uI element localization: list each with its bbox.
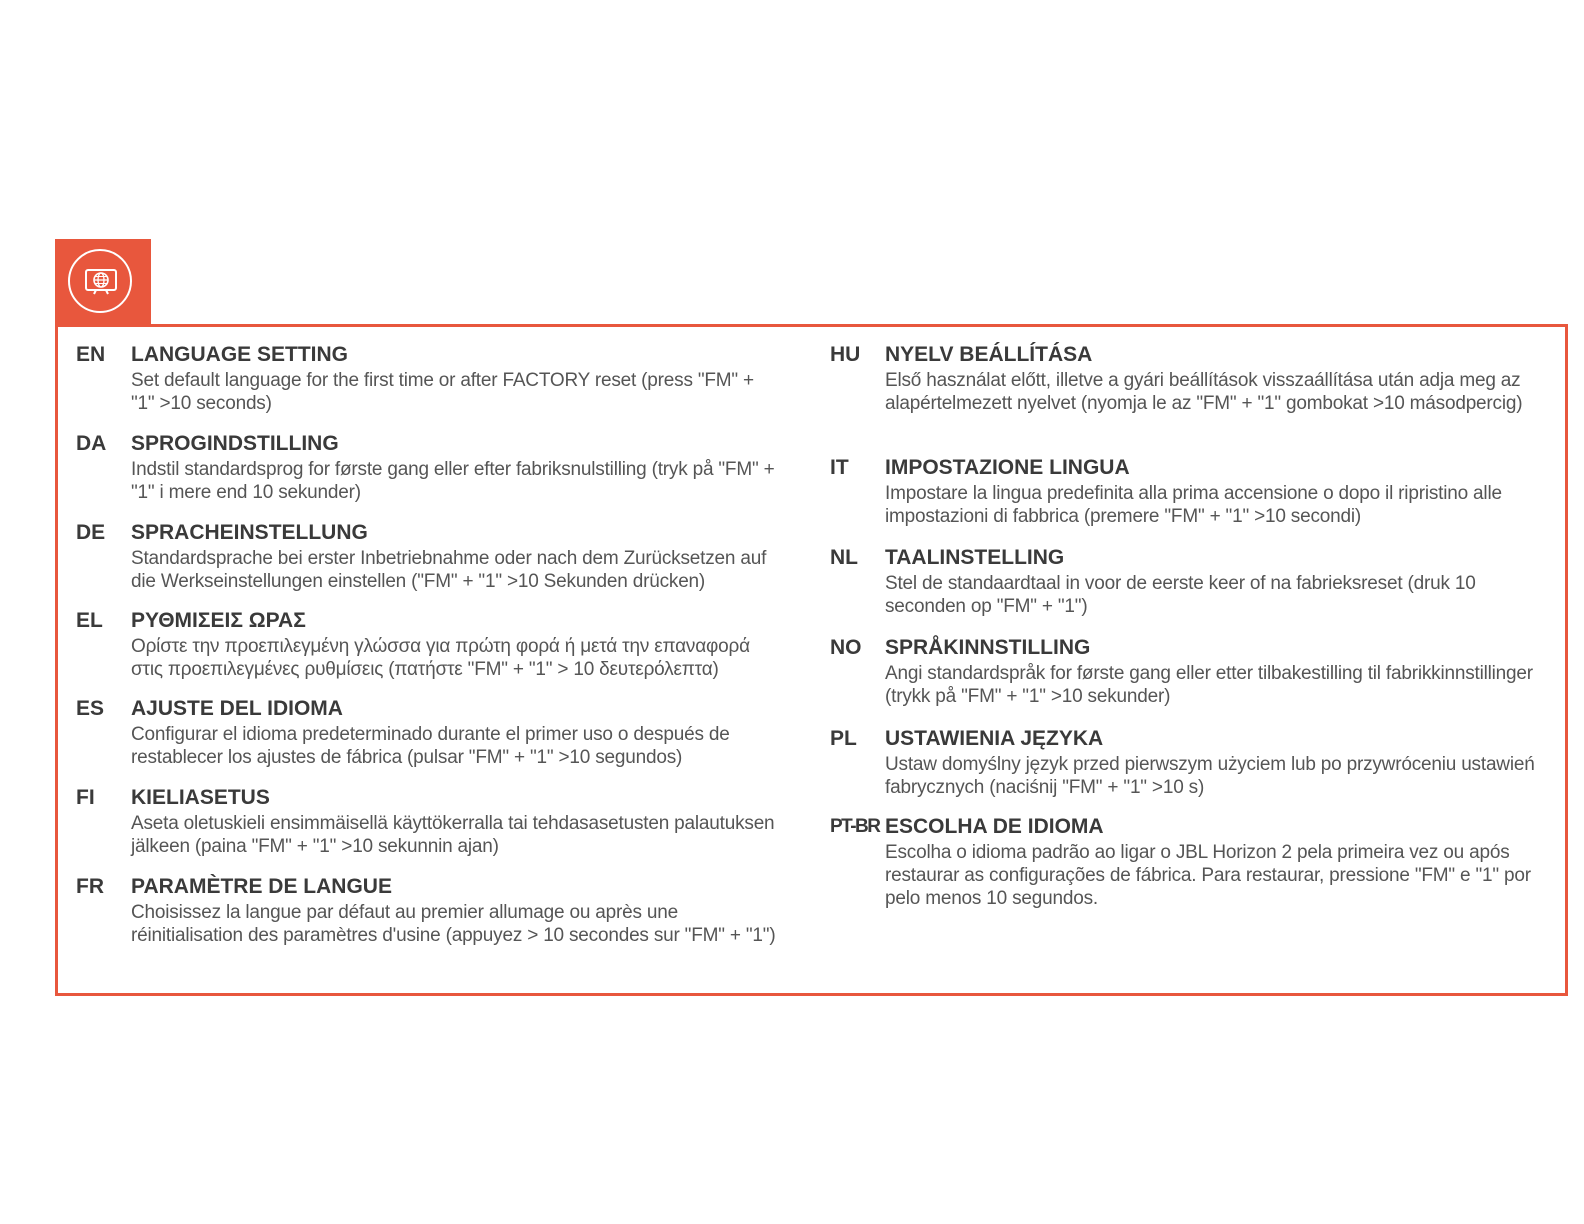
entry-fi	[76, 784, 776, 873]
entry-title: TAALINSTELLING	[885, 546, 1065, 569]
entry-pl	[830, 725, 1546, 813]
language-code: NO	[830, 636, 862, 659]
language-code: EN	[76, 343, 106, 366]
entry-title: AJUSTE DEL IDIOMA	[131, 697, 343, 720]
language-code: PT-BR	[830, 816, 880, 837]
entry-description: Indstil standardsprog for første gang eller efter fabriksnulstilling (tryk på "FM" + "1" i mere end 10 sekunder)	[131, 459, 775, 503]
entry-description: Ustaw domyślny język przed pierwszym użyciem lub po przywróceniu ustawień fabrycznych (naciśnij "FM" + "1" >10 s)	[885, 754, 1535, 798]
entry-description: Set default language for the first time or after FACTORY reset (press "FM" + "1" >10 seconds)	[131, 370, 754, 414]
entry-title: PARAMÈTRE DE LANGUE	[131, 875, 392, 898]
globe-screen-icon	[68, 249, 132, 313]
entry-title: SPRACHEINSTELLUNG	[131, 521, 368, 544]
language-code: ES	[76, 697, 105, 720]
entry-title: SPROGINDSTILLING	[131, 432, 339, 455]
entry-description: Első használat előtt, illetve a gyári beállítások visszaállítása után adja meg az alapértelmezett nyelvet (nyomja le az "FM" + "1" gombokat >10 másodpercig)	[885, 370, 1523, 414]
entry-fr	[76, 873, 776, 947]
entry-title: IMPOSTAZIONE LINGUA	[885, 456, 1130, 479]
language-settings-panel	[55, 324, 1568, 996]
entry-title: ESCOLHA DE IDIOMA	[885, 815, 1104, 838]
entry-de	[76, 519, 776, 607]
entry-description: Ορίστε την προεπιλεγμένη γλώσσα για πρώτη φορά ή μετά την επαναφορά στις προεπιλεγμένες ρυθμίσεις (πατήστε "FM" + "1" > 10 δευτερόλεπτα)	[131, 636, 750, 680]
entry-title: NYELV BEÁLLÍTÁSA	[885, 343, 1093, 366]
language-code: DE	[76, 521, 106, 544]
entry-description: Choisissez la langue par défaut au premier allumage ou après une réinitialisation des paramètres d'usine (appuyez > 10 secondes sur "FM" + "1")	[131, 902, 776, 946]
language-code: EL	[76, 609, 103, 632]
entry-title: LANGUAGE SETTING	[131, 343, 349, 366]
language-code: DA	[76, 432, 107, 455]
language-code: PL	[830, 727, 857, 750]
entry-title: USTAWIENIA JĘZYKA	[885, 727, 1104, 750]
entry-es	[76, 695, 776, 784]
entry-description: Impostare la lingua predefinita alla prima accensione o dopo il ripristino alle impostazioni di fabbrica (premere "FM" + "1" >10 secondi)	[885, 483, 1502, 527]
entry-no	[830, 634, 1546, 725]
language-section-tab	[55, 239, 151, 325]
entry-da	[76, 430, 776, 519]
entry-description: Stel de standaardtaal in voor de eerste keer of na fabrieksreset (druk 10 seconden op "FM" + "1")	[885, 573, 1476, 617]
language-code: FI	[76, 786, 95, 809]
entry-hu	[830, 341, 1546, 454]
entry-el	[76, 607, 776, 695]
entry-en	[76, 341, 776, 430]
entry-description: Standardsprache bei erster Inbetriebnahme oder nach dem Zurücksetzen auf die Werkseinstellungen einstellen ("FM" + "1" >10 Sekunden drücken)	[131, 548, 767, 592]
entry-title: ΡΥΘΜΙΣΕΙΣ ΩΡΑΣ	[131, 609, 306, 632]
left-column	[76, 341, 776, 947]
entry-it	[830, 454, 1546, 544]
entry-title: KIELIASETUS	[131, 786, 270, 809]
entry-description: Escolha o idioma padrão ao ligar o JBL Horizon 2 pela primeira vez ou após restaurar as configurações de fábrica. Para restaurar, pressione "FM" e "1" por pelo menos 10 segundos.	[885, 842, 1531, 909]
entry-pt-br	[830, 813, 1546, 910]
language-code: NL	[830, 546, 858, 569]
language-code: FR	[76, 875, 104, 898]
right-column	[830, 341, 1546, 910]
language-code: IT	[830, 456, 849, 479]
entry-description: Aseta oletuskieli ensimmäisellä käyttökerralla tai tehdasasetusten palautuksen jälkeen (paina "FM" + "1" >10 sekunnin ajan)	[131, 813, 775, 857]
entry-title: SPRÅKINNSTILLING	[885, 636, 1091, 659]
entry-nl	[830, 544, 1546, 634]
entry-description: Angi standardspråk for første gang eller etter tilbakestilling til fabrikkinnstillinger (trykk på "FM" + "1" >10 sekunder)	[885, 663, 1533, 707]
language-code: HU	[830, 343, 861, 366]
entry-description: Configurar el idioma predeterminado durante el primer uso o después de restablecer los ajustes de fábrica (pulsar "FM" + "1" >10 segundos)	[131, 724, 730, 768]
